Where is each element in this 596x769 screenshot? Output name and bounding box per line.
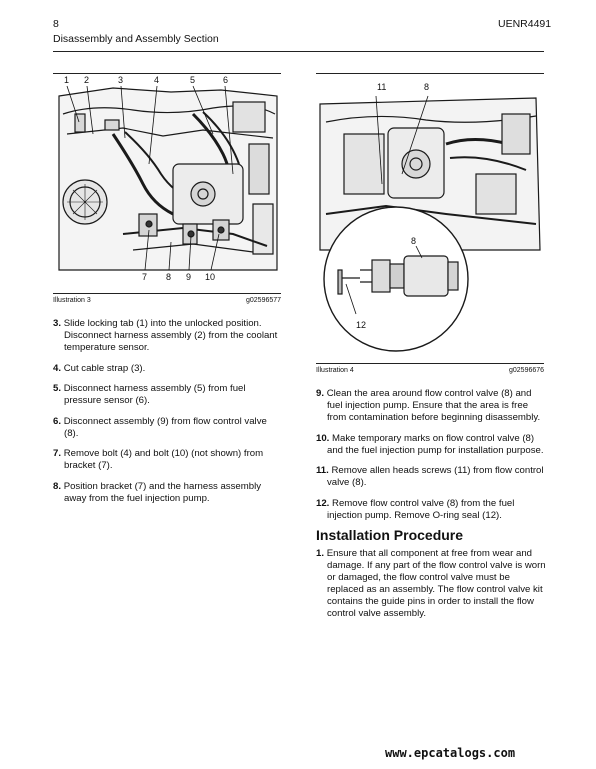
step-text: Remove allen heads screws (11) from flow control valve (8). — [327, 465, 544, 488]
step-number: 9. — [316, 388, 325, 399]
step-text: Clean the area around flow control valve (8) and fuel injection pump. Ensure that the area is free from contamination before beginning disassembly. — [326, 388, 541, 423]
step-number: 10. — [316, 432, 330, 444]
step-6 — [53, 416, 281, 440]
illustration4-bottom-rule — [316, 363, 544, 364]
illustration3-bottom-rule — [53, 293, 281, 294]
step-number: 7. — [53, 448, 62, 459]
step-text: Disconnect harness assembly (5) from fuel pressure sensor (6). — [63, 383, 246, 406]
step-number: 4. — [53, 362, 62, 374]
illustration3-caption: Illustration 3 — [53, 297, 91, 304]
header-rule — [53, 51, 544, 52]
step-8 — [53, 481, 281, 505]
document-id: UENR4491 — [498, 18, 552, 30]
step-4 — [53, 363, 281, 375]
step-5 — [53, 383, 281, 407]
watermark-url: www.epcatalogs.com — [385, 746, 516, 760]
illustration4-code: g02596676 — [509, 367, 545, 374]
callout-2: 2 — [84, 75, 90, 85]
illustration4-engine-drawing — [316, 74, 544, 362]
installation-procedure-heading: Installation Procedure — [316, 527, 464, 543]
right-step-list — [316, 388, 548, 530]
step-number: 12. — [316, 497, 330, 509]
callout-7: 7 — [142, 272, 148, 282]
step-number: 8. — [53, 480, 62, 492]
callout-9: 9 — [186, 272, 192, 282]
step-number: 5. — [53, 383, 62, 394]
step-text: Ensure that all component at free from wear and damage. If any part of the flow control valve is worn or damaged, the flow control valve must be replaced as an assembly. The flow control valve kit contains the guide pins in order to install the flow control valve assembly. — [326, 548, 546, 619]
callout-12: 12 — [356, 320, 367, 330]
illustration3-code: g02596577 — [246, 297, 282, 304]
step-text: Remove bolt (4) and bolt (10) (not shown) from bracket (7). — [63, 448, 264, 471]
callout-11: 11 — [377, 82, 387, 92]
callout-8-top: 8 — [424, 82, 430, 92]
section-title: Disassembly and Assembly Section — [53, 33, 219, 45]
callout-10: 10 — [205, 272, 216, 282]
installation-step-1 — [316, 548, 548, 620]
step-number: 11. — [316, 465, 329, 476]
step-12 — [316, 498, 548, 522]
step-text: Disconnect assembly (9) from flow control valve (8). — [63, 415, 267, 439]
callout-4: 4 — [154, 75, 160, 85]
callout-3: 3 — [118, 75, 124, 85]
step-text: Make temporary marks on flow control valve (8) and the fuel injection pump for installation purpose. — [327, 432, 544, 456]
step-3 — [53, 318, 281, 354]
installation-step-list — [316, 548, 548, 629]
illustration4-caption: Illustration 4 — [316, 367, 354, 374]
step-10 — [316, 433, 548, 457]
callout-6: 6 — [223, 75, 229, 85]
step-text: Remove flow control valve (8) from the fuel injection pump. Remove O-ring seal (12). — [327, 497, 515, 521]
step-9 — [316, 388, 548, 424]
step-text: Slide locking tab (1) into the unlocked position. Disconnect harness assembly (2) from the coolant temperature sensor. — [63, 318, 278, 353]
step-number: 6. — [53, 415, 62, 427]
step-text: Position bracket (7) and the harness assembly away from the fuel injection pump. — [63, 480, 261, 504]
step-7 — [53, 448, 281, 472]
step-11 — [316, 465, 548, 489]
callout-5: 5 — [190, 75, 196, 85]
step-number: 1. — [316, 548, 325, 559]
left-step-list — [53, 318, 281, 513]
callout-8-inset: 8 — [411, 236, 417, 246]
step-text: Cut cable strap (3). — [63, 362, 146, 374]
callout-1: 1 — [64, 75, 70, 85]
illustration3-engine-drawing — [53, 74, 281, 286]
step-number: 3. — [53, 318, 62, 329]
page-number: 8 — [53, 18, 59, 30]
callout-8: 8 — [166, 272, 172, 282]
